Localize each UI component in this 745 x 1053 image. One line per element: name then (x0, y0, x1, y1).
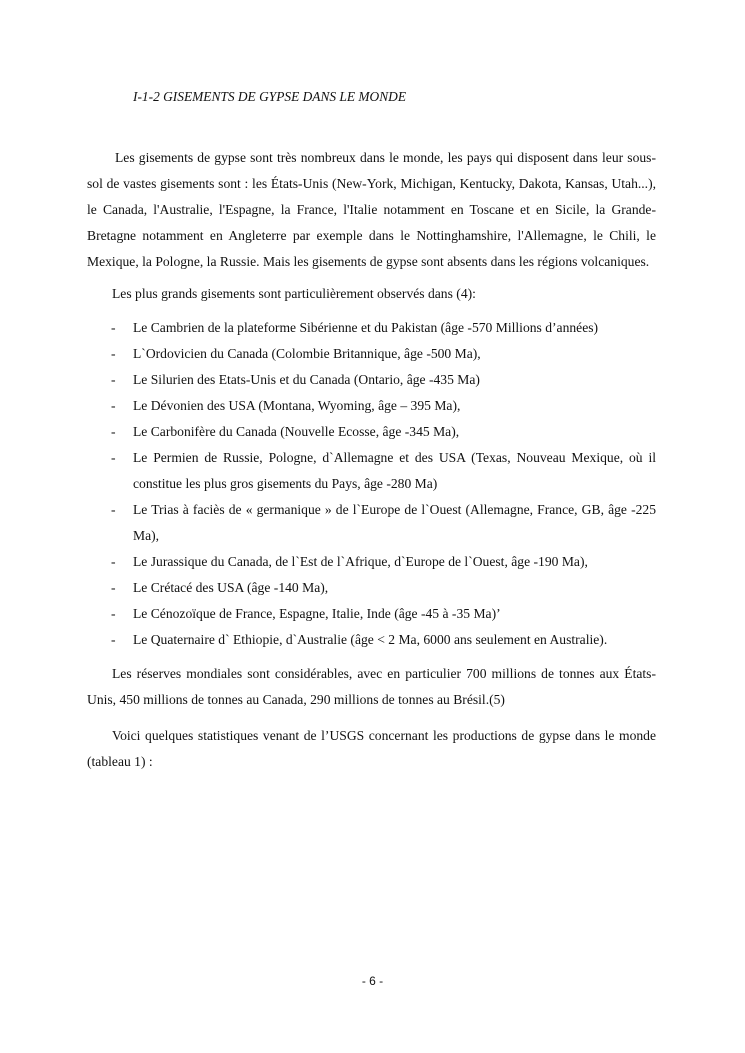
paragraph-statistics: Voici quelques statistiques venant de l’USGS concernant les productions de gypse dans le monde (tableau 1) : (87, 728, 656, 769)
list-item (87, 445, 656, 497)
list-item (87, 601, 656, 627)
list-bullet: - (111, 450, 116, 465)
list-bullet: - (111, 372, 116, 387)
list-bullet: - (111, 346, 116, 361)
list-bullet: - (111, 398, 116, 413)
section-heading: I-1-2 GISEMENTS DE GYPSE DANS LE MONDE (133, 89, 406, 104)
list-item-text: Le Cénozoïque de France, Espagne, Italie, Inde (âge -45 à -35 Ma)’ (133, 606, 501, 621)
list-bullet: - (111, 632, 116, 647)
list-item (87, 393, 656, 419)
list-bullet: - (111, 320, 116, 335)
list-item (87, 419, 656, 445)
document-body (87, 145, 656, 775)
page-number: - 6 - (361, 974, 384, 988)
list-item-text: Le Dévonien des USA (Montana, Wyoming, âge – 395 Ma), (133, 398, 461, 413)
list-bullet: - (111, 580, 116, 595)
list-item-text: Le Trias à faciès de « germanique » de l`Europe de l`Ouest (Allemagne, France, GB, âge -225 Ma), (133, 502, 656, 543)
list-item-text: Le Jurassique du Canada, de l`Est de l`Afrique, d`Europe de l`Ouest, âge -190 Ma), (133, 554, 588, 569)
list-item (87, 627, 656, 653)
list-bullet: - (111, 424, 116, 439)
list-intro: Les plus grands gisements sont particulièrement observés dans (4): (112, 286, 476, 301)
list-item-text: Le Permien de Russie, Pologne, d`Allemagne et des USA (Texas, Nouveau Mexique, où il constitue les plus gros gisements du Pays, âge -280 Ma) (133, 450, 656, 491)
list-item (87, 575, 656, 601)
list-item (87, 497, 656, 549)
list-item (87, 341, 656, 367)
list-bullet: - (111, 606, 116, 621)
list-item-text: Le Crétacé des USA (âge -140 Ma), (133, 580, 329, 595)
deposit-age-list (87, 315, 656, 653)
paragraph-reserves: Les réserves mondiales sont considérables, avec en particulier 700 millions de tonnes aux États-Unis, 450 millions de tonnes au Canada, 290 millions de tonnes au Brésil.(5) (87, 666, 656, 707)
list-item (87, 367, 656, 393)
paragraph-deposits: Les gisements de gypse sont très nombreux dans le monde, les pays qui disposent dans leur sous-sol de vastes gisements sont : les États-Unis (New-York, Michigan, Kentucky, Dakota, Kansas, Utah...), le Canada, l'Australie, l'Espagne, la France, l'Italie notamment en Toscane et en Sicile, la Grande-Bretagne notamment en Angleterre par exemple dans le Nottinghamshire, l'Allemagne, le Chili, le Mexique, la Pologne, la Russie. Mais les gisements de gypse sont absents dans les régions volcaniques. (87, 150, 656, 269)
list-item-text: Le Carbonifère du Canada (Nouvelle Ecosse, âge -345 Ma), (133, 424, 460, 439)
list-bullet: - (111, 502, 116, 517)
list-item (87, 315, 656, 341)
list-item-text: Le Silurien des Etats-Unis et du Canada (Ontario, âge -435 Ma) (133, 372, 480, 387)
list-item-text: L`Ordovicien du Canada (Colombie Britannique, âge -500 Ma), (133, 346, 481, 361)
list-item-text: Le Quaternaire d` Ethiopie, d`Australie (âge < 2 Ma, 6000 ans seulement en Australie). (133, 632, 608, 647)
list-bullet: - (111, 554, 116, 569)
list-item (87, 549, 656, 575)
list-item-text: Le Cambrien de la plateforme Sibérienne et du Pakistan (âge -570 Millions d’années) (133, 320, 599, 335)
